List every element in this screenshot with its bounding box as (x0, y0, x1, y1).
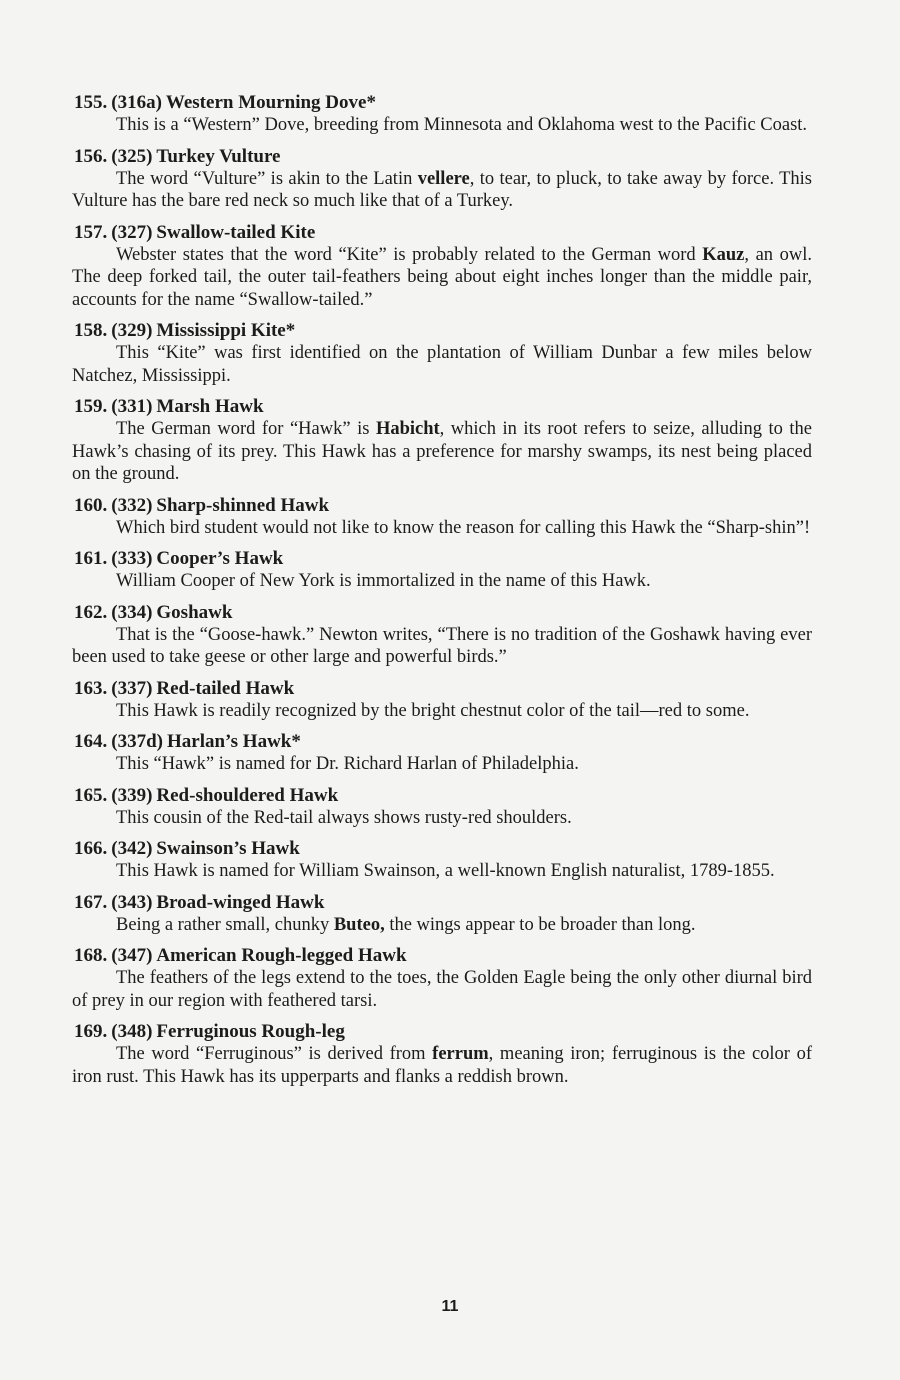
entry (72, 892, 812, 937)
entry-heading (74, 548, 812, 570)
entry-text-bold: ferrum (432, 1044, 489, 1064)
entry (72, 602, 812, 669)
entry-text-run: , which in its root refers to seize, alluding to the Hawk’s chasing of its prey. This Hawk has a preference for marshy swamps, its nest being placed on the ground. (72, 419, 812, 484)
entry-text (72, 418, 812, 486)
entry-code: (327) (111, 221, 153, 243)
entry (72, 92, 812, 137)
entry-number: 162. (74, 601, 108, 623)
entry-heading (74, 396, 812, 418)
entry-heading (74, 602, 812, 624)
entry (72, 396, 812, 486)
entry-name: American Rough-legged Hawk (156, 945, 407, 966)
entry-text-run: This Hawk is readily recognized by the bright chestnut color of the tail—red to some. (116, 700, 750, 721)
entry-text-run: This “Kite” was first identified on the plantation of William Dunbar a few miles below Natchez, Mississippi. (72, 343, 812, 386)
entry-code: (329) (111, 320, 153, 341)
entry-text-run: Being a rather small, chunky (116, 914, 334, 935)
entry-number: 167. (74, 891, 108, 913)
entry (72, 785, 812, 830)
entry-text (72, 244, 812, 312)
entry (72, 495, 812, 540)
entry-code: (332) (111, 494, 153, 516)
entry-text-run: William Cooper of New York is immortalized in the name of this Hawk. (116, 571, 651, 591)
entry-code: (348) (111, 1021, 153, 1042)
entry-heading (74, 945, 812, 967)
entry-text (72, 342, 812, 387)
entry-code: (316a) (111, 92, 162, 113)
entry-name: Turkey Vulture (156, 145, 281, 167)
entry-code: (347) (111, 945, 153, 966)
entry-heading (74, 92, 812, 114)
entry-number: 165. (74, 784, 108, 806)
entry-text-run: Which bird student would not like to know the reason for calling this Hawk the “Sharp-shin”! (116, 517, 811, 538)
entry-text (72, 1043, 812, 1088)
entry-text (72, 700, 812, 723)
entry-number: 169. (74, 1021, 108, 1042)
entry-text (72, 914, 812, 937)
entry-name: Red-shouldered Hawk (156, 784, 339, 806)
entry-code: (334) (111, 601, 153, 623)
entry-text (72, 967, 812, 1012)
entry-text-bold: Buteo, (333, 914, 385, 935)
entry-text-run: The word “Ferruginous” is derived from (116, 1044, 433, 1064)
entry-text (72, 114, 812, 137)
entry (72, 222, 812, 312)
entry-name: Broad-winged Hawk (156, 891, 325, 913)
entry (72, 678, 812, 723)
entry-heading (74, 1021, 812, 1043)
entry-number: 158. (74, 320, 108, 341)
entry-name: Marsh Hawk (156, 396, 264, 417)
entry-code: (325) (111, 145, 153, 167)
entry-number: 156. (74, 145, 108, 167)
entry-number: 163. (74, 677, 108, 699)
entry-name: Western Mourning Dove* (165, 92, 376, 113)
entry (72, 320, 812, 387)
entry-number: 159. (74, 396, 108, 417)
entry-heading (74, 495, 812, 517)
entry-number: 157. (74, 221, 108, 243)
entry-heading (74, 222, 812, 244)
entry (72, 731, 812, 776)
entry-text-run: The feathers of the legs extend to the toes, the Golden Eagle being the only other diurnal bird of prey in our region with feathered tarsi. (72, 968, 812, 1011)
entry-text-run: This Hawk is named for William Swainson, a well-known English naturalist, 1789-1855. (116, 861, 775, 881)
entry-number: 166. (74, 838, 108, 859)
entry (72, 945, 812, 1012)
entry-text (72, 168, 812, 213)
entry-text-bold: vellere (417, 168, 470, 189)
entry (72, 1021, 812, 1088)
entry-number: 161. (74, 548, 108, 569)
entry-name: Swainson’s Hawk (156, 838, 300, 859)
entry-number: 168. (74, 945, 108, 966)
entry-number: 155. (74, 92, 108, 113)
entry-name: Mississippi Kite* (156, 320, 296, 341)
entry-heading (74, 785, 812, 807)
entry-text (72, 624, 812, 669)
entry-name: Cooper’s Hawk (156, 548, 284, 569)
entry-text-run: This cousin of the Red-tail always shows rusty-red shoulders. (116, 807, 572, 828)
entry (72, 146, 812, 213)
entry-heading (74, 320, 812, 342)
entry-text-run: The German word for “Hawk” is (116, 419, 376, 439)
entry-text-run: This is a “Western” Dove, breeding from Minnesota and Oklahoma west to the Pacific Coast. (116, 115, 808, 135)
entry-text-bold: Kauz (702, 244, 745, 265)
entry (72, 548, 812, 593)
entry-text-run: , an owl. The deep forked tail, the outer tail-feathers being about eight inches longer than the middle pair, accounts for the name “Swallow-tailed.” (72, 244, 812, 310)
entry-text-run: , to tear, to pluck, to take away by force. This Vulture has the bare red neck so much like that of a Turkey. (72, 168, 812, 211)
entry-text-run: the wings appear to be broader than long. (384, 914, 696, 935)
entry-code: (342) (111, 838, 153, 859)
entry-text (72, 517, 812, 540)
entry-code: (339) (111, 784, 153, 806)
entry-text-run: The word “Vulture” is akin to the Latin (116, 168, 418, 189)
entry-number: 164. (74, 731, 108, 752)
entry-heading (74, 731, 812, 753)
entry-name: Sharp-shinned Hawk (156, 494, 330, 516)
entry-name: Red-tailed Hawk (156, 677, 295, 699)
entry-list (72, 92, 812, 1097)
entry-text-run: This “Hawk” is named for Dr. Richard Harlan of Philadelphia. (116, 754, 579, 774)
entry-text-bold: Habicht (375, 419, 440, 439)
entry-name: Swallow-tailed Kite (156, 221, 316, 243)
entry-name: Goshawk (156, 601, 233, 623)
entry-code: (337) (111, 677, 153, 699)
page-number: 11 (441, 1298, 459, 1315)
entry-text (72, 753, 812, 776)
entry-heading (74, 838, 812, 860)
entry-name: Harlan’s Hawk* (166, 731, 301, 752)
entry-text-run: That is the “Goose-hawk.” Newton writes, “There is no tradition of the Goshawk having ever been used to take geese or other large and powerful birds.” (72, 624, 812, 667)
entry-number: 160. (74, 494, 108, 516)
entry-heading (74, 892, 812, 914)
entry-text (72, 807, 812, 830)
entry-code: (343) (111, 891, 153, 913)
entry-code: (331) (111, 396, 153, 417)
entry (72, 838, 812, 883)
entry-heading (74, 146, 812, 168)
entry-code: (337d) (111, 731, 163, 752)
entry-text-run: Webster states that the word “Kite” is probably related to the German word (116, 244, 703, 265)
entry-text-run: , meaning iron; ferruginous is the color of iron rust. This Hawk has its upperparts and flanks a reddish brown. (72, 1044, 812, 1087)
entry-code: (333) (111, 548, 153, 569)
entry-text (72, 570, 812, 593)
entry-text (72, 860, 812, 883)
entry-heading (74, 678, 812, 700)
entry-name: Ferruginous Rough-leg (156, 1021, 345, 1042)
